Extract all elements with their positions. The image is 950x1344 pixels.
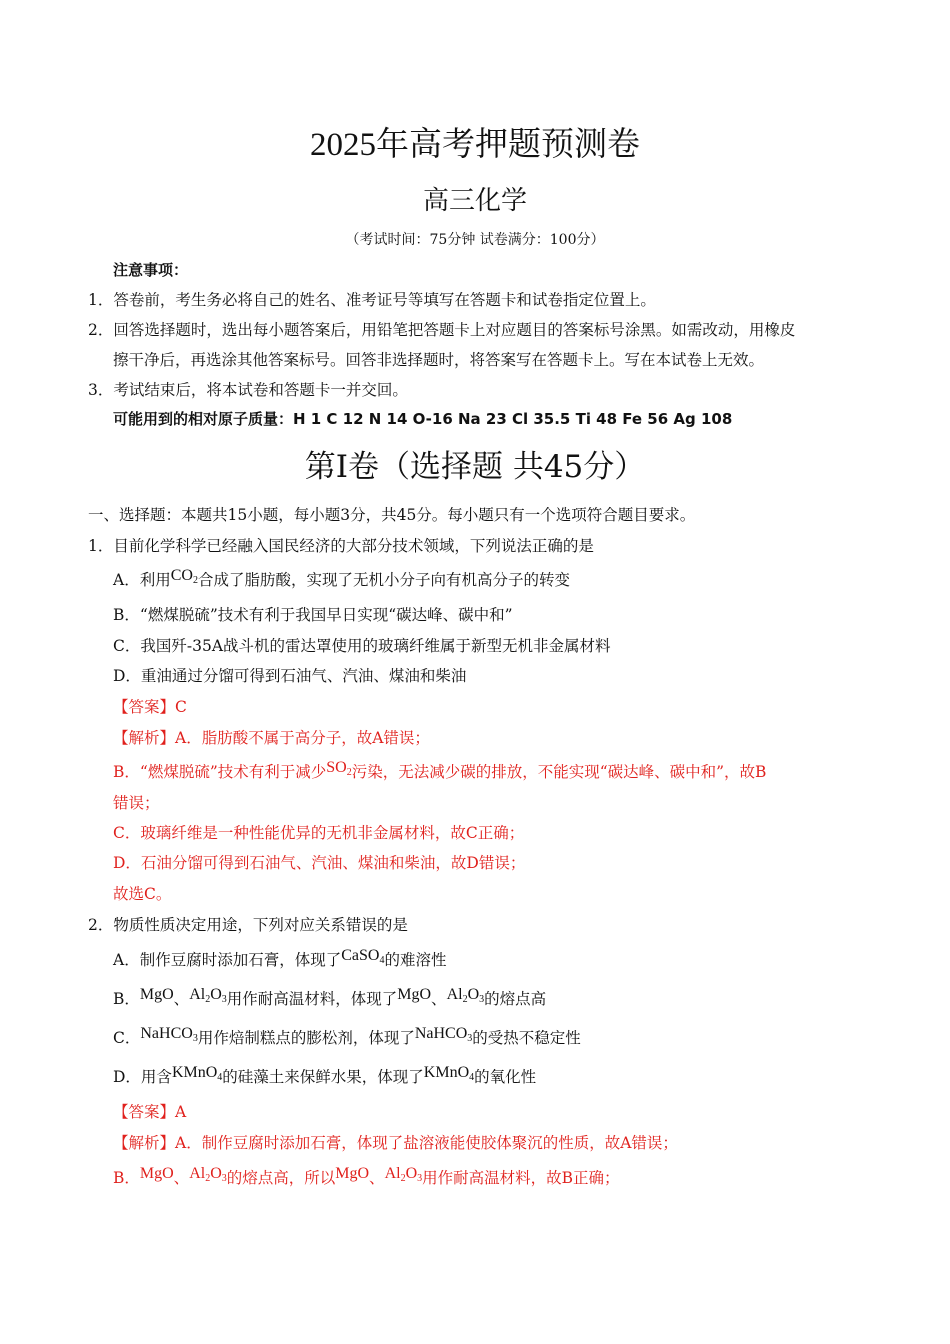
question-2-option-b: [113, 986, 547, 1015]
separator: 、: [173, 990, 190, 1008]
question-2-option-d: [113, 1064, 537, 1093]
question-1-option-d: D．重油通过分馏可得到石油气、汽油、煤油和柴油: [113, 667, 467, 685]
question-2-option-a: [113, 947, 447, 976]
option-text: A．制作豆腐时添加石膏，体现了: [113, 951, 342, 969]
formula-subscript: 3: [192, 1033, 198, 1044]
formula-subscript: 2: [205, 994, 211, 1005]
formula-subscript: 2: [346, 767, 352, 778]
formula-text: Al: [384, 1165, 401, 1182]
part-intro: 一、选择题：本题共15小题，每小题3分，共45分。每小题只有一个选项符合题目要求。: [88, 506, 696, 524]
option-text: 用作焙制糕点的膨松剂，体现了: [197, 1029, 415, 1047]
page-subtitle: 高三化学: [422, 186, 527, 216]
separator: 、: [369, 1169, 385, 1187]
question-2-option-c: [113, 1025, 581, 1054]
formula-subscript: 2: [400, 1173, 406, 1184]
question-1-analysis-d: D．石油分馏可得到石油气、汽油、煤油和柴油，故D错误；: [113, 854, 526, 872]
question-1-analysis-c: C．玻璃纤维是一种性能优异的无机非金属材料，故C正确；: [113, 824, 525, 842]
formula-so2: [326, 759, 351, 776]
formula-text: NaHCO: [140, 1025, 193, 1042]
formula-mgo: MgO: [335, 1165, 370, 1182]
formula-subscript: 3: [221, 994, 227, 1005]
formula-subscript: 3: [467, 1033, 473, 1044]
option-text: 的熔点高: [484, 990, 547, 1008]
option-text: 合成了脂肪酸，实现了无机小分子向有机高分子的转变: [197, 571, 570, 589]
formula-text: O: [405, 1165, 418, 1182]
formula-subscript: 2: [192, 575, 198, 586]
separator: 、: [173, 1169, 190, 1187]
notice-item-1: 1．答卷前，考生务必将自己的姓名、准考证号等填写在答题卡和试卷指定位置上。: [88, 291, 656, 309]
formula-text: Al: [189, 986, 206, 1003]
formula-caso4: [341, 947, 384, 964]
question-1-stem: 1．目前化学科学已经融入国民经济的大部分技术领域，下列说法正确的是: [88, 537, 594, 555]
option-text: 的难溶性: [384, 951, 447, 969]
option-label: C．: [113, 1029, 141, 1047]
formula-text: O: [210, 1165, 222, 1182]
option-text: D．用含: [113, 1068, 172, 1086]
formula-text: KMnO: [423, 1064, 470, 1081]
notice-item-2-cont: 擦干净后，再选涂其他答案标号。回答非选择题时，将答案写在答题卡上。写在本试卷上无效。: [113, 351, 765, 369]
option-text: 的氧化性: [474, 1068, 537, 1086]
question-1-option-c: C．我国歼-35A战斗机的雷达罩使用的玻璃纤维属于新型无机非金属材料: [113, 637, 611, 655]
question-1-option-a: [113, 567, 570, 596]
formula-subscript: 2: [205, 1173, 211, 1184]
analysis-text: B．“燃煤脱硫”技术有利于减少: [113, 763, 327, 781]
separator: 、: [431, 990, 447, 1008]
option-label: B．: [113, 990, 140, 1008]
formula-subscript: 2: [462, 994, 468, 1005]
formula-mgo: MgO: [139, 1165, 174, 1182]
question-1-analysis-b: [113, 759, 767, 788]
analysis-text: 用作耐高温材料，故B正确；: [422, 1169, 620, 1187]
formula-kmno4: [424, 1064, 474, 1081]
formula-text: O: [467, 986, 480, 1003]
formula-nahco3: [415, 1025, 472, 1042]
formula-text: O: [210, 986, 222, 1003]
question-2-stem: 2．物质性质决定用途，下列对应关系错误的是: [88, 916, 408, 934]
formula-nahco3: [140, 1025, 197, 1042]
analysis-text: 污染，无法减少碳的排放，不能实现“碳达峰、碳中和”，故B: [351, 763, 767, 781]
question-2-analysis-b: [113, 1165, 620, 1194]
formula-subscript: 3: [221, 1173, 227, 1184]
question-2-answer: 【答案】A: [113, 1103, 187, 1121]
section-title: 第Ⅰ卷（选择题 共45分）: [304, 449, 646, 485]
formula-al2o3: [189, 986, 227, 1003]
formula-subscript: 4: [379, 955, 385, 966]
formula-al2o3: [385, 1165, 423, 1182]
formula-mgo: MgO: [397, 986, 432, 1003]
formula-subscript: 4: [469, 1072, 475, 1083]
option-text: A．利用: [113, 571, 171, 589]
formula-text: NaHCO: [414, 1025, 468, 1042]
notice-item-3: 3．考试结束后，将本试卷和答题卡一并交回。: [88, 381, 408, 399]
formula-text: CO: [170, 567, 193, 584]
page-title: 2025年高考押题预测卷: [310, 127, 640, 163]
question-2-analysis-a: 【解析】A．制作豆腐时添加石膏，体现了盐溶液能使胶体聚沉的性质，故A错误；: [113, 1134, 678, 1152]
option-text: 用作耐高温材料，体现了: [226, 990, 398, 1008]
question-1-analysis-b-cont: 错误；: [113, 794, 160, 812]
formula-subscript: 3: [479, 994, 485, 1005]
formula-mgo: MgO: [139, 986, 174, 1003]
option-text: 的受热不稳定性: [472, 1029, 581, 1047]
formula-subscript: 3: [417, 1173, 423, 1184]
formula-al2o3: [447, 986, 485, 1003]
question-1-analysis-a: 【解析】A．脂肪酸不属于高分子，故A错误；: [113, 729, 430, 747]
analysis-label: B．: [113, 1169, 140, 1187]
formula-text: CaSO: [341, 947, 380, 964]
question-1-answer: 【答案】C: [113, 698, 187, 716]
formula-kmno4: [172, 1064, 222, 1081]
notice-heading: 注意事项：: [113, 261, 189, 279]
formula-text: Al: [446, 986, 463, 1003]
formula-text: Al: [189, 1165, 206, 1182]
option-text: 的硅藻土来保鲜水果，体现了: [222, 1068, 424, 1086]
formula-subscript: 4: [217, 1072, 223, 1083]
formula-text: KMnO: [171, 1064, 218, 1081]
formula-text: SO: [326, 759, 347, 776]
formula-al2o3: [189, 1165, 227, 1182]
analysis-text: 的熔点高，所以: [226, 1169, 336, 1187]
question-1-conclusion: 故选C。: [113, 885, 172, 903]
formula-co2: [171, 567, 198, 584]
atomic-masses: 可能用到的相对原子质量：H 1 C 12 N 14 O-16 Na 23 Cl 35.5 Ti 48 Fe 56 Ag 108: [113, 410, 733, 428]
exam-meta: （考试时间：75分钟 试卷满分：100分）: [345, 232, 605, 248]
question-1-option-b: B．“燃煤脱硫”技术有利于我国早日实现“碳达峰、碳中和”: [113, 606, 513, 624]
notice-item-2: 2．回答选择题时，选出每小题答案后，用铅笔把答题卡上对应题目的答案标号涂黑。如需改动，用橡皮: [88, 321, 796, 339]
